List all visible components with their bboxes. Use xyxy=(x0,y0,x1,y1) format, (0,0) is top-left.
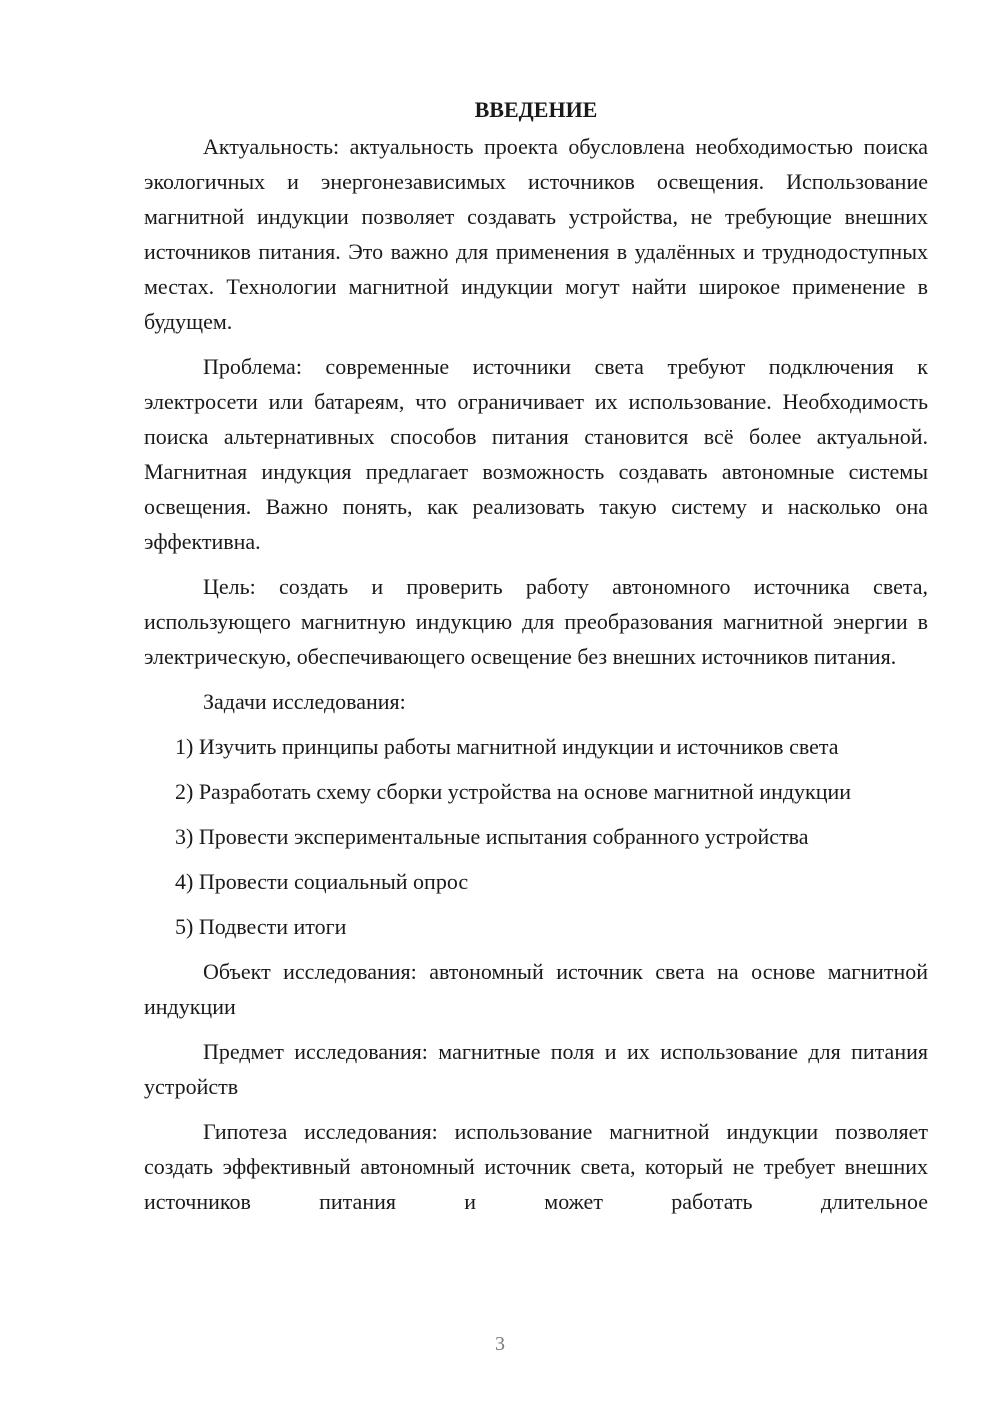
problem-paragraph: Проблема: современные источники света требуют подключения к электросети или батареям, что ограничивает их использование. Необходимость поиска альтернативных способов питания становится всё более актуальной. Магнитная индукция предлагает возможность создавать автономные системы освещения. Важно понять, как реализовать такую систему и насколько она эффективна. xyxy=(144,354,928,554)
hypothesis-paragraph: Гипотеза исследования: использование магнитной индукции позволяет создать эффективный автономный источник света, который не требует внешних источников питания и может работать длительное xyxy=(144,1119,928,1214)
goal-paragraph: Цель: создать и проверить работу автономного источника света, использующего магнитную индукцию для преобразования магнитной энергии в электрическую, обеспечивающего освещение без внешних источников питания. xyxy=(144,574,928,669)
relevance-paragraph: Актуальность: актуальность проекта обусловлена необходимостью поиска экологичных и энергонезависимых источников освещения. Использование магнитной индукции позволяет создавать устройства, не требующие внешних источников питания. Это важно для применения в удалённых и труднодоступных местах. Технологии магнитной индукции могут найти широкое применение в будущем. xyxy=(144,134,928,334)
page-number: 3 xyxy=(495,1333,505,1355)
tasks-heading: Задачи исследования: xyxy=(203,689,406,714)
task-item-1: 1) Изучить принципы работы магнитной индукции и источников света xyxy=(175,734,839,759)
task-item-3: 3) Провести экспериментальные испытания собранного устройства xyxy=(175,824,809,849)
page-title: ВВЕДЕНИЕ xyxy=(474,97,598,122)
object-paragraph: Объект исследования: автономный источник света на основе магнитной индукции xyxy=(144,959,928,1019)
page-content xyxy=(144,92,928,1229)
subject-paragraph: Предмет исследования: магнитные поля и их использование для питания устройств xyxy=(144,1039,928,1099)
task-item-4: 4) Провести социальный опрос xyxy=(175,869,469,894)
task-item-5: 5) Подвести итоги xyxy=(175,914,347,939)
task-item-2: 2) Разработать схему сборки устройства на основе магнитной индукции xyxy=(175,779,852,804)
